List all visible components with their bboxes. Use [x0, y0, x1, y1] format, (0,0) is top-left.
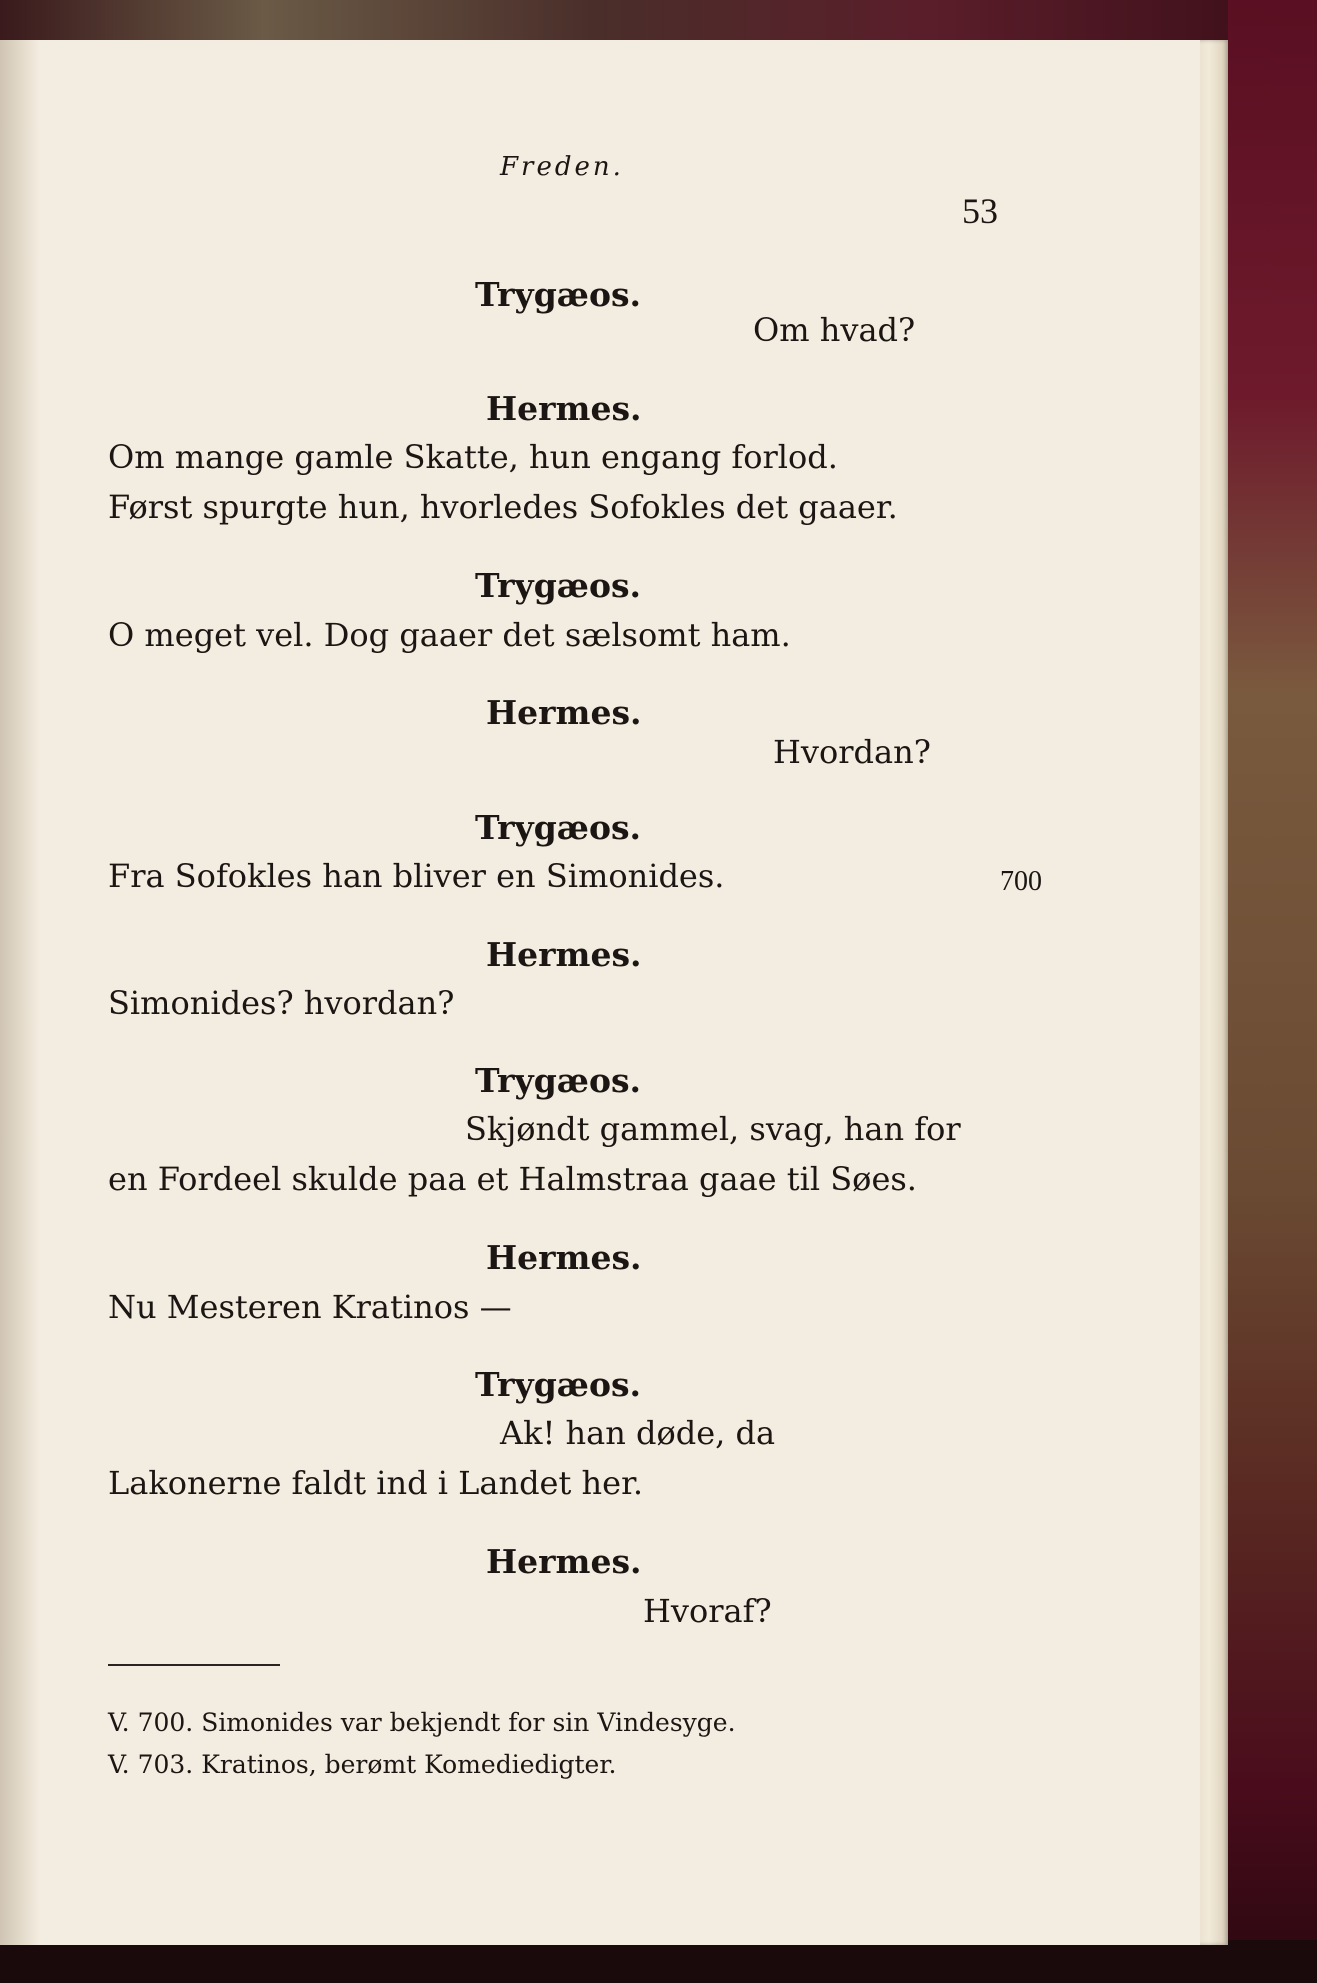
- page-gutter: [0, 40, 40, 1945]
- verse-line: Først spurgte hun, hvorledes Sofokles det gaaer.: [108, 488, 898, 526]
- verse-line: Nu Mesteren Kratinos —: [108, 1288, 512, 1326]
- verse-line: Hvoraf?: [643, 1592, 772, 1630]
- speaker-name: Hermes.: [486, 935, 642, 974]
- verse-line: Hvordan?: [773, 733, 931, 771]
- verse-line: Ak! han døde, da: [500, 1414, 776, 1452]
- verse-line: Om hvad?: [753, 311, 916, 349]
- verse-line: Om mange gamle Skatte, hun engang forlod.: [108, 438, 838, 476]
- speaker-name: Trygæos.: [475, 1365, 642, 1404]
- page-edges: [1196, 40, 1228, 1945]
- book-cover-right: [1228, 0, 1317, 1983]
- book-cover-top: [0, 0, 1317, 44]
- speaker-name: Hermes.: [486, 693, 642, 732]
- speaker-name: Trygæos.: [475, 808, 642, 847]
- footnote-rule: [108, 1664, 280, 1666]
- speaker-name: Trygæos.: [475, 1061, 642, 1100]
- running-header: Freden.: [500, 152, 624, 182]
- speaker-name: Hermes.: [486, 1542, 642, 1581]
- verse-line: en Fordeel skulde paa et Halmstraa gaae til Søes.: [108, 1160, 917, 1198]
- verse-line: Simonides? hvordan?: [108, 984, 455, 1022]
- speaker-name: Trygæos.: [475, 275, 642, 314]
- verse-line: Lakonerne faldt ind i Landet her.: [108, 1464, 644, 1502]
- verse-line: O meget vel. Dog gaaer det sælsomt ham.: [108, 616, 791, 654]
- speaker-name: Trygæos.: [475, 566, 642, 605]
- speaker-name: Hermes.: [486, 1238, 642, 1277]
- footnote: V. 700. Simonides var bekjendt for sin Vindesyge.: [108, 1708, 736, 1737]
- speaker-name: Hermes.: [486, 389, 642, 428]
- line-number: 700: [1000, 866, 1042, 897]
- footnote: V. 703. Kratinos, berømt Komediedigter.: [108, 1750, 617, 1779]
- verse-line: Fra Sofokles han bliver en Simonides.: [108, 857, 725, 895]
- page-number: 53: [962, 191, 998, 231]
- book-cover-bottom: [0, 1940, 1317, 1983]
- verse-line: Skjøndt gammel, svag, han for: [465, 1110, 961, 1148]
